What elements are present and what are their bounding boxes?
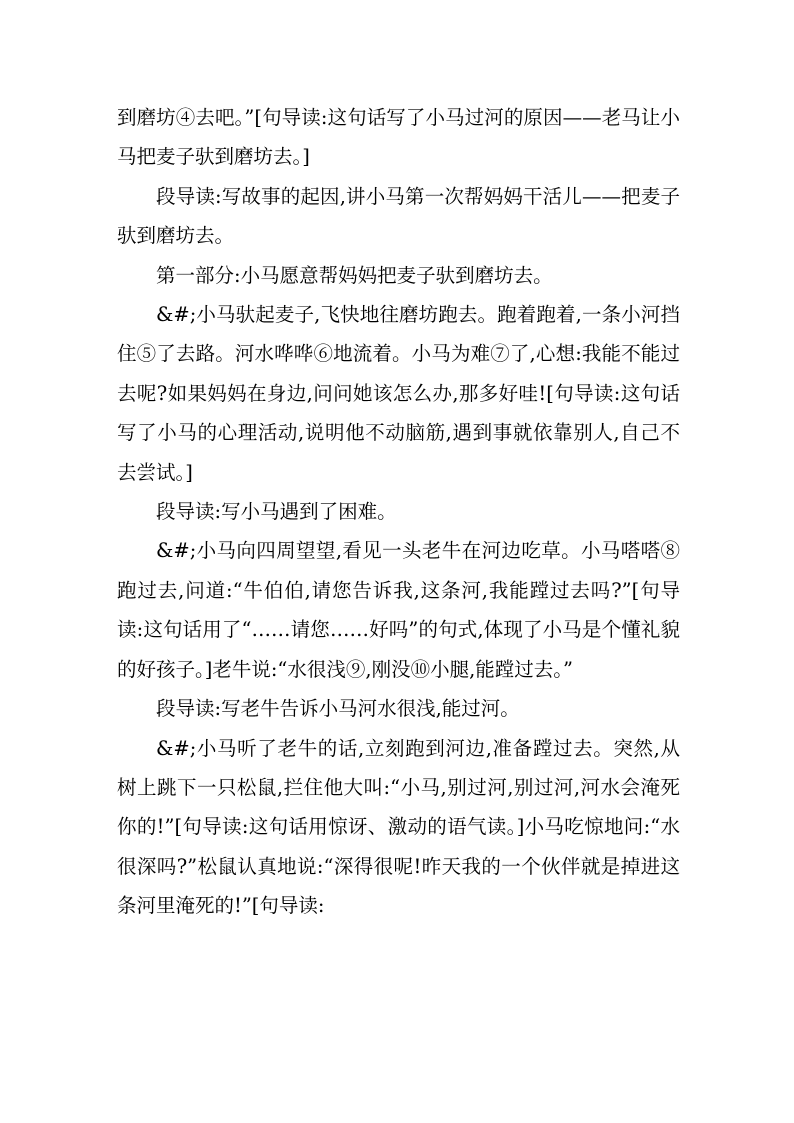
paragraph-asks-old-ox: &#;小马向四周望望,看见一头老牛在河边吃草。小马嗒嗒⑧跑过去,问道:“牛伯伯,请您告诉我,这条河,我能蹚过去吗?”[句导读:这句话用了“……请您……好吗”的句式,体现了小马是个懂礼貌的好孩子。]老牛说:“水很浅⑨,刚没⑩小腿,能蹚过去。” (117, 539, 680, 681)
paragraph-squirrel-warning: &#;小马听了老牛的话,立刻跑到河边,准备蹚过去。突然,从树上跳下一只松鼠,拦住他大叫:“小马,别过河,别过河,河水会淹死你的!”[句导读:这句话用惊讶、激动的语气读。]小马吃惊地问:“水很深吗?”松鼠认真地说:“深得很呢!昨天我的一个伙伴就是掉进这条河里淹死的!”[句导读: (117, 736, 680, 918)
paragraph-river-blocks-path: &#;小马驮起麦子,飞快地往磨坊跑去。跑着跑着,一条小河挡住⑤了去路。河水哗哗⑥地流着。小马为难⑦了,心想:我能不能过去呢?如果妈妈在身边,问问她该怎么办,那多好哇![句导读:这句话写了小马的心理活动,说明他不动脑筋,遇到事就依靠别人,自己不去尝试。] (117, 303, 680, 484)
paragraph-section-guide: 段导读:写故事的起因,讲小马第一次帮妈妈干活儿——把麦子驮到磨坊去。 (117, 184, 680, 248)
paragraph-section-guide-difficulty: 段导读:写小马遇到了困难。 (156, 500, 397, 524)
document-body (117, 98, 680, 926)
paragraph-section-guide-ox: 段导读:写老牛告诉小马河水很浅,能过河。 (156, 697, 520, 721)
paragraph-continued-sentence: 到磨坊④去吧。”[句导读:这句话写了小马过河的原因——老马让小马把麦子驮到磨坊去。] (117, 106, 680, 169)
paragraph-part-one-summary: 第一部分:小马愿意帮妈妈把麦子驮到磨坊去。 (156, 263, 553, 287)
